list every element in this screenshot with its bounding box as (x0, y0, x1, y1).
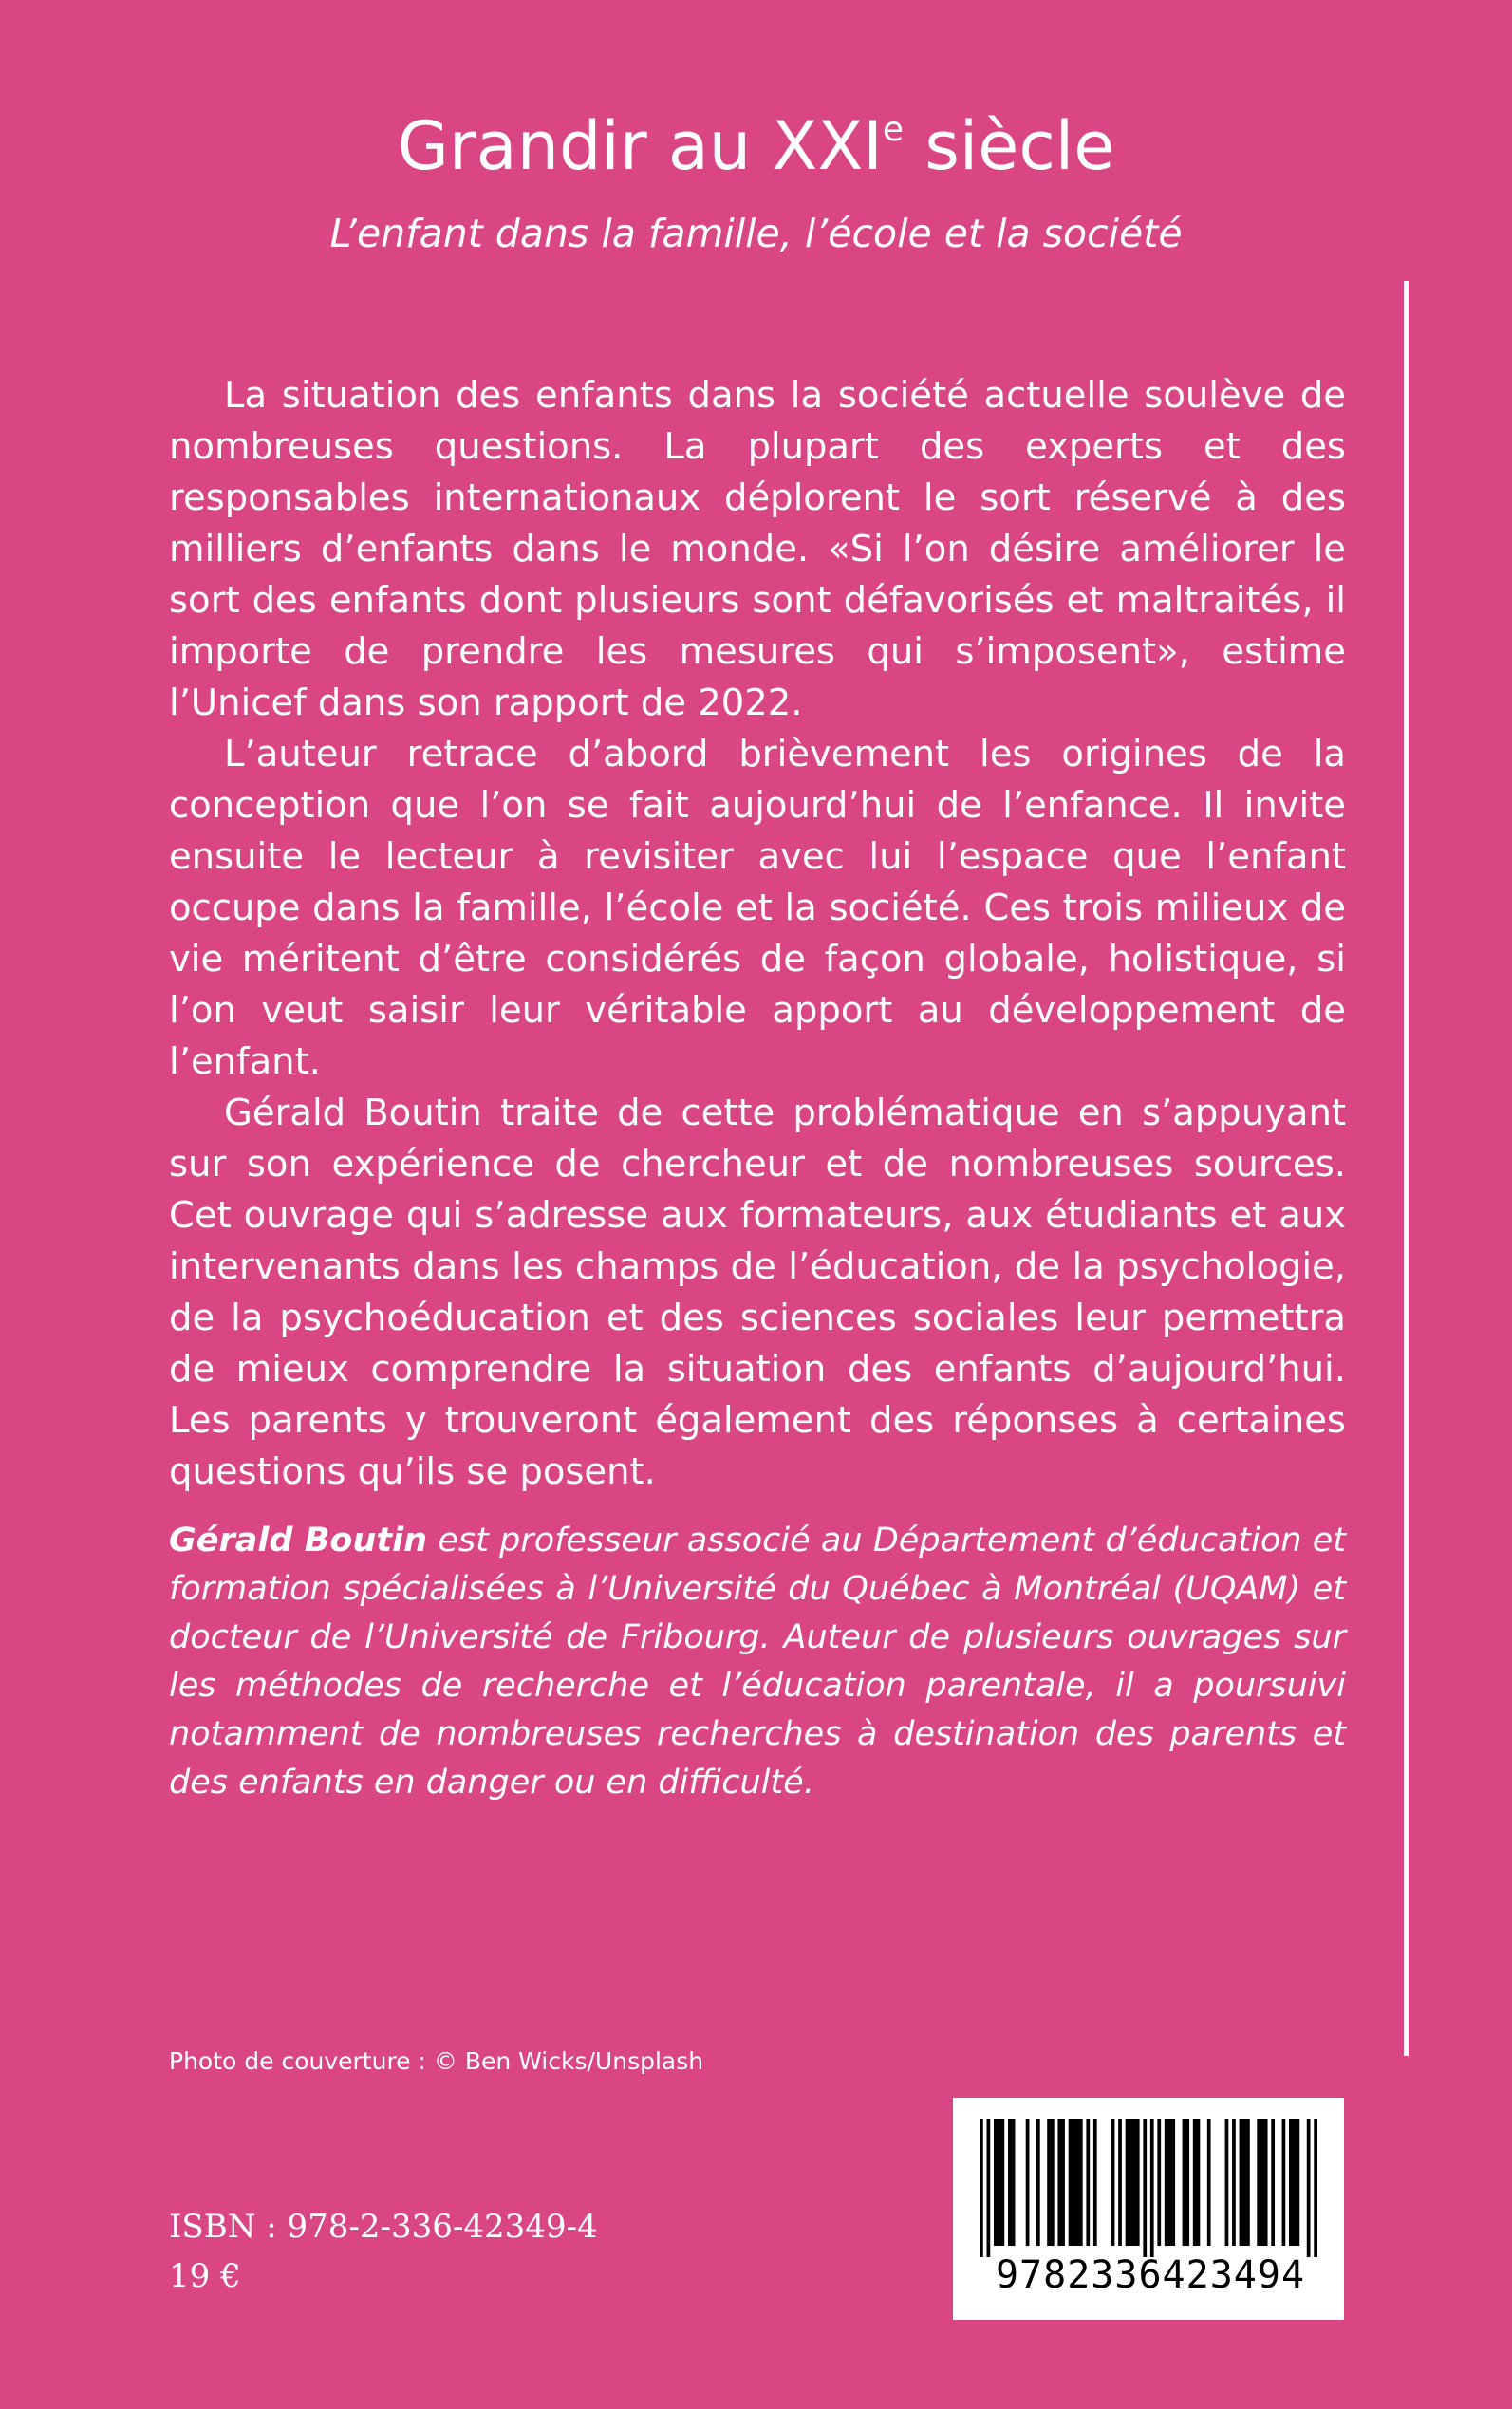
summary-paragraph-3: Gérald Boutin traite de cette problématique en s’appuyant sur son expérience de chercheur et de nombreuses sources. Cet ouvrage qui s’adresse aux formateurs, aux étudiants et aux intervenants dans les champs de l’éducation, de la psychologie, de la psychoéducation et des sciences sociales leur permettra de mieux comprendre la situation des enfants d’aujourd’hui. Les parents y trouveront également des réponses à certaines questions qu’ils se posent. (169, 1092, 1346, 1493)
barcode-bar-15 (1150, 2119, 1154, 2257)
author-name: Gérald Boutin (169, 1522, 428, 1559)
barcode-bar-24 (1257, 2119, 1267, 2246)
barcode-bar-18 (1183, 2119, 1189, 2246)
barcode-bar-8 (1069, 2119, 1083, 2246)
barcode-bar-1 (986, 2119, 990, 2257)
barcode-bars (980, 2119, 1317, 2257)
title-main: Grandir au XXI (397, 107, 883, 185)
summary-paragraph-1: La situation des enfants dans la société actuelle soulève de nombreuses questions. La plupart des experts et des responsables internationaux déplorent le sort réservé à des milliers d’enfants dans le monde. «Si l’on désire améliorer le sort des enfants dont plusieurs sont défavorisés et maltraités, il importe de prendre les mesures qui s’imposent», estime l’Unicef dans son rapport de 2022. (169, 374, 1346, 724)
barcode-bar-3 (1008, 2119, 1015, 2246)
book-subtitle: L’enfant dans la famille, l’école et la société (329, 211, 1183, 256)
barcode-bar-4 (1026, 2119, 1030, 2246)
barcode-bar-23 (1240, 2119, 1250, 2246)
barcode-bar-16 (1157, 2119, 1161, 2246)
barcode-bar-25 (1271, 2119, 1275, 2246)
barcode-bar-19 (1193, 2119, 1200, 2246)
barcode-bar-6 (1047, 2119, 1054, 2246)
summary-text (169, 370, 1346, 1498)
author-bio (169, 1517, 1346, 1807)
barcode-bar-14 (1143, 2119, 1147, 2257)
price-text: 19 € (169, 2257, 241, 2295)
title-end: siècle (904, 107, 1115, 185)
barcode-bar-26 (1282, 2119, 1286, 2246)
barcode-bar-11 (1111, 2119, 1115, 2246)
isbn-text: ISBN : 978-2-336-42349-4 (169, 2208, 598, 2246)
barcode-bar-28 (1307, 2119, 1311, 2257)
barcode-bar-9 (1086, 2119, 1090, 2246)
barcode-bar-29 (1314, 2119, 1317, 2257)
photo-credit: Photo de couverture : © Ben Wicks/Unsplash (169, 2047, 704, 2075)
barcode-bar-20 (1207, 2119, 1211, 2246)
barcode-bar-22 (1232, 2119, 1236, 2246)
title-superscript: e (882, 110, 905, 149)
barcode-bar-2 (994, 2119, 1004, 2246)
barcode-bar-17 (1165, 2119, 1175, 2246)
barcode-bar-12 (1118, 2119, 1122, 2246)
barcode-digits: 9782336423494 (995, 2253, 1306, 2297)
barcode-bar-13 (1126, 2119, 1140, 2246)
barcode-bar-5 (1036, 2119, 1040, 2246)
barcode-bar-21 (1225, 2119, 1229, 2246)
barcode-bar-0 (980, 2119, 983, 2257)
barcode-bar-7 (1057, 2119, 1064, 2246)
barcode (953, 2098, 1344, 2320)
book-title (0, 106, 1512, 186)
barcode-bar-10 (1093, 2119, 1097, 2246)
summary-paragraph-2: L’auteur retrace d’abord brièvement les origines de la conception que l’on se fait aujourd’hui de l’enfance. Il invite ensuite le lecteur à revisiter avec lui l’espace que l’enfant occupe dans la famille, l’école et la société. Ces trois milieux de vie méritent d’être considérés de façon globale, holistique, si l’on veut saisir leur véritable apport au développement de l’enfant. (169, 733, 1346, 1083)
vertical-rule (1404, 281, 1409, 2056)
barcode-bar-27 (1289, 2119, 1299, 2246)
author-bio-text: est professeur associé au Département d’éducation et formation spécialisées à l’Université du Québec à Montréal (UQAM) et docteur de l’Université de Fribourg. Auteur de plusieurs ouvrages sur les méthodes de recherche et l’éducation parentale, il a poursuivi notamment de nombreuses recherches à destination des parents et des enfants en danger ou en difficulté. (169, 1522, 1346, 1802)
